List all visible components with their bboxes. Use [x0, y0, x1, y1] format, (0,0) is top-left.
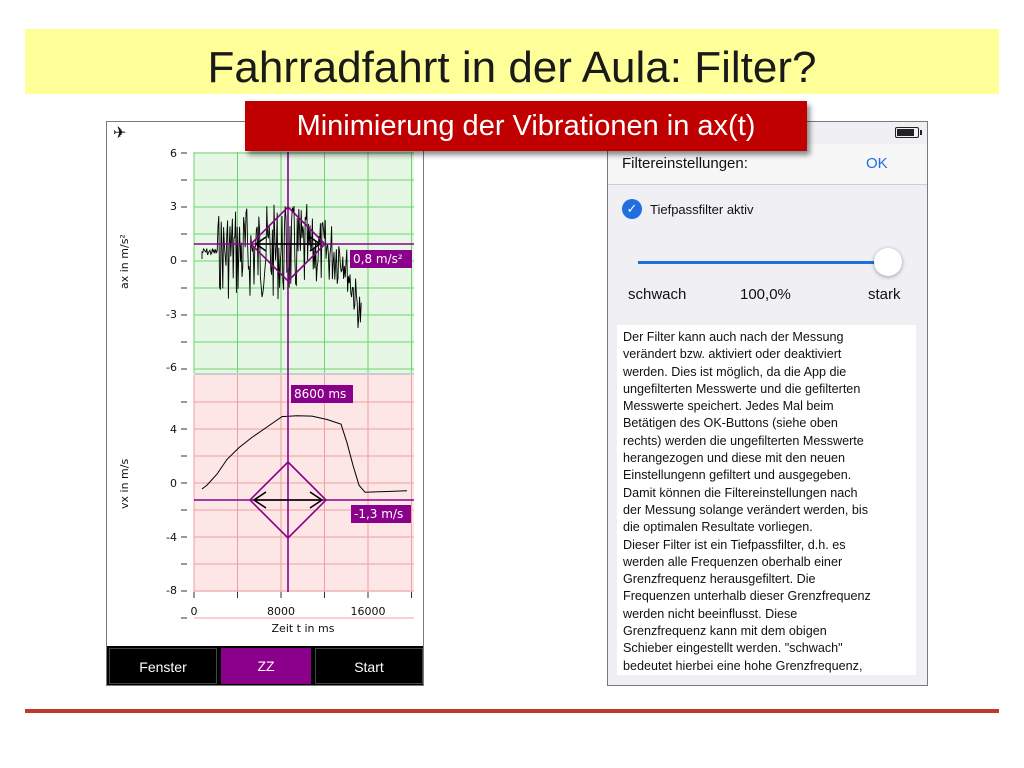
- ax-axis-label: ax in m/s²: [118, 234, 131, 289]
- vx-tick: 4: [170, 423, 177, 436]
- ax-tick: 3: [170, 200, 177, 213]
- zz-button[interactable]: ZZ: [221, 648, 311, 684]
- vx-tick: 0: [170, 477, 177, 490]
- slider-value-label: 100,0%: [740, 286, 791, 303]
- measurement-app-screen: [106, 121, 424, 686]
- measurement-plot[interactable]: [107, 122, 424, 646]
- x-tick: 16000: [350, 605, 386, 618]
- ok-button[interactable]: OK: [866, 155, 888, 172]
- airplane-icon: ✈: [113, 125, 127, 142]
- start-button[interactable]: Start: [315, 648, 423, 684]
- fenster-button[interactable]: Fenster: [109, 648, 217, 684]
- vx-tick: -8: [166, 584, 177, 597]
- vx-tick: -4: [166, 531, 177, 544]
- description-box[interactable]: [617, 325, 916, 675]
- filter-strength-slider-thumb[interactable]: [874, 248, 902, 276]
- vx-value-text: -1,3 m/s: [354, 507, 404, 521]
- slide-title: Fahrradfahrt in der Aula: Filter?: [207, 43, 817, 92]
- time-value-text: 8600 ms: [294, 387, 347, 401]
- slider-max-label: stark: [868, 286, 901, 303]
- x-tick: 0: [190, 605, 198, 618]
- filter-settings-screen: [607, 121, 928, 686]
- bottom-toolbar: [107, 646, 424, 686]
- bottom-divider: [25, 709, 999, 713]
- ax-tick: 0: [170, 254, 177, 267]
- ax-tick: -6: [166, 361, 177, 374]
- lowpass-filter-label: Tiefpassfilter aktiv: [650, 202, 754, 217]
- slider-min-label: schwach: [628, 286, 687, 303]
- x-tick: 8000: [267, 605, 295, 618]
- ax-tick: -3: [166, 308, 177, 321]
- checkmark-icon[interactable]: ✓: [622, 199, 642, 219]
- filter-strength-slider-track[interactable]: [638, 261, 884, 264]
- settings-title: Filtereinstellungen:: [622, 155, 748, 172]
- battery-icon: [895, 127, 919, 138]
- ax-tick: 6: [170, 147, 177, 160]
- x-axis-label: Zeit t in ms: [271, 622, 335, 635]
- ax-value-text: 0,8 m/s²: [353, 252, 403, 266]
- callout-label: Minimierung der Vibrationen in ax(t): [245, 101, 807, 151]
- description-text: Der Filter kann auch nach der Messung verändert bzw. aktiviert oder deaktiviert werden. Dies ist möglich, da die App die ungefilterten Messwerte und die gefilterten Messwerte speichert. Jedes Mal beim Betätigen des OK-Buttons (siehe oben rechts) werden die ungefilterten Messwerte herangezogen und diese mit den neuen Einstellungenn gefiltert und ausgegeben. Damit können die Filtereinstellungen nach der Messung solange verändert werden, bis die optimalen Resultate vorliegen. Dieser Filter ist ein Tiefpassfilter, d.h. es werden alle Frequenzen oberhalb einer Grenzfrequenz herausgefiltert. Die Frequenzen unterhalb dieser Grenzfrequenz werden nicht beeinflusst. Diese Grenzfrequenz kann mit dem obigen Schieber eingestellt werden. "schwach" bedeutet hierbei eine hohe Grenzfrequenz,: [623, 330, 871, 673]
- vx-axis-label: vx in m/s: [118, 458, 131, 509]
